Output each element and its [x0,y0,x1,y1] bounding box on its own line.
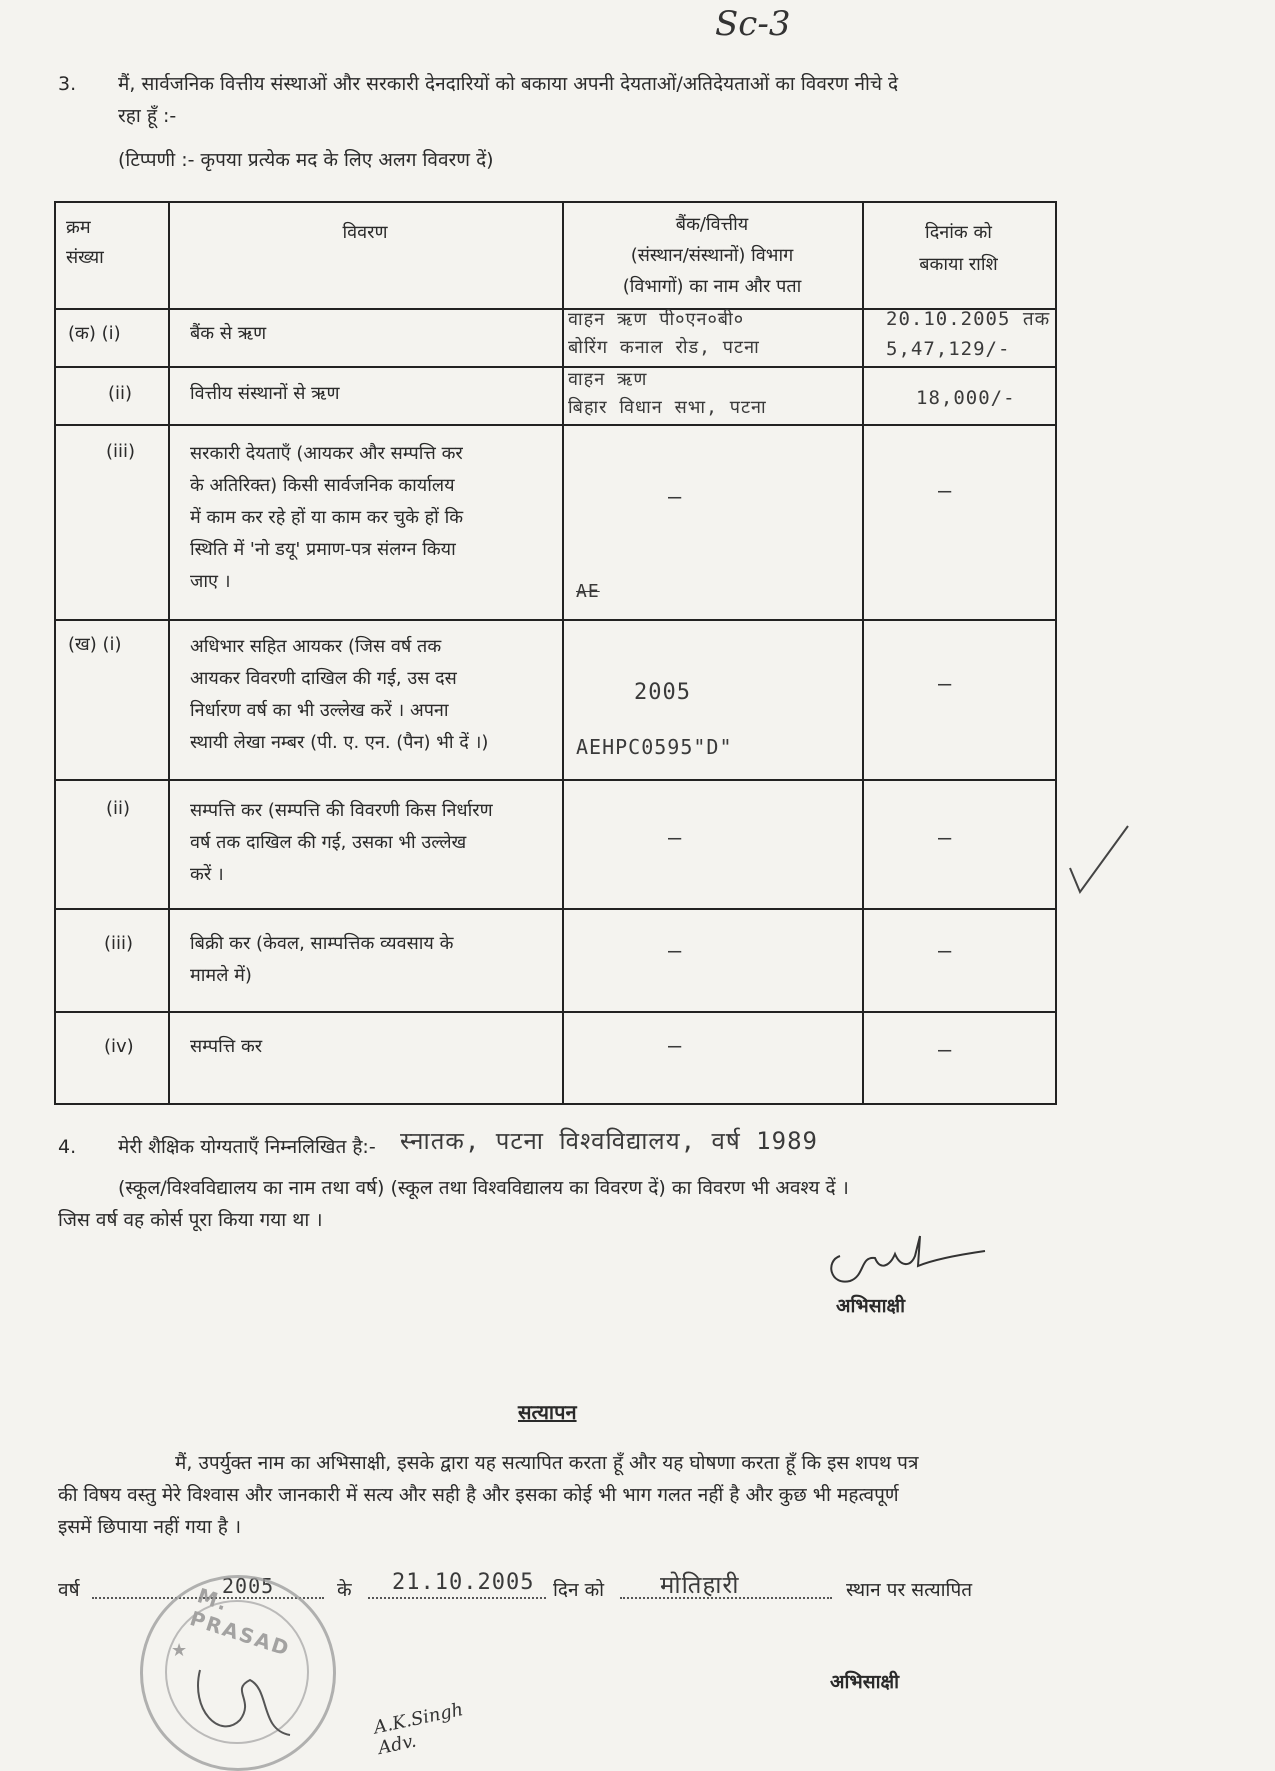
row6-serial: (iii) [104,933,134,954]
row4-bank-year: 2005 [634,680,691,705]
row4-details-line3: निर्धारण वर्ष का भी उल्लेख करें । अपना [190,700,449,721]
verification-para-line2: की विषय वस्तु मेरे विश्वास और जानकारी में सत्य और सही है और इसका कोई भी भाग गलत नहीं है और कुछ भी महत्वपूर्ण [58,1484,899,1506]
row2-details: वित्तीय संस्थानों से ऋण [190,383,340,404]
row1-amount-line2: 5,47,129/- [886,338,1011,360]
header-details: विवरण [342,222,388,243]
advocate-signature: A.K.Singh Adv. [371,1699,466,1760]
row4-details-line4: स्थायी लेखा नम्बर (पी. ए. एन. (पैन) भी दें ।) [190,732,489,753]
row6-details [190,928,453,992]
row1-amount-line1: 20.10.2005 तक [886,308,1051,330]
row3-details-line4: स्थिति में 'नो डयू' प्रमाण-पत्र संलग्न किया [190,539,456,560]
table-row [56,619,1055,779]
item4-text: मेरी शैक्षिक योग्यताएँ निम्नलिखित है:- [118,1136,376,1158]
item3-text2: रहा हूँ :- [118,105,177,127]
ke-label: के [337,1579,352,1601]
item3-text: मैं, सार्वजनिक वित्तीय संस्थाओं और सरकारी देनदारियों को बकाया अपनी देयताओं/अतिदेयताओं का विवरण नीचे दे [118,73,899,95]
row5-amount-dash: — [938,826,953,851]
place-label: स्थान पर सत्यापित [846,1579,973,1601]
row4-details-line2: आयकर विवरणी दाखिल की गई, उस दस [190,668,457,689]
row5-details-line2: वर्ष तक दाखिल की गई, उसका भी उल्लेख [190,832,467,853]
item4-line3: जिस वर्ष वह कोर्स पूरा किया गया था । [58,1209,323,1231]
row3-bank-mark: AE [576,581,600,602]
deponent-label-2: अभिसाक्षी [830,1671,900,1693]
verification-para-line3: इसमें छिपाया नहीं गया है । [58,1516,242,1538]
item3-number: 3. [58,73,77,95]
row2-amount: 18,000/- [916,387,1016,409]
place-value: मोतिहारी [660,1571,740,1599]
row1-details: बैंक से ऋण [190,323,267,344]
row1-amount [886,304,1050,364]
row1-bank-line1: वाहन ऋण पी०एन०बी० [568,309,745,330]
row4-serial: (ख) (i) [68,634,122,655]
row4-bank-pan: AEHPC0595"D" [576,735,733,759]
row3-details-line2: के अतिरिक्त) किसी सार्वजनिक कार्यालय [190,475,455,496]
table-row [56,308,1055,366]
header-serial [66,213,156,273]
notary-seal-scribble [180,1650,310,1750]
row3-bank-dash: — [668,485,683,510]
header-amount [862,217,1055,281]
row2-bank-line1: वाहन ऋण [568,369,648,390]
row4-details-line1: अधिभार सहित आयकर (जिस वर्ष तक [190,636,442,657]
row5-serial: (ii) [106,798,131,819]
year-label: वर्ष [58,1579,80,1601]
checkmark-icon [1066,820,1136,900]
table-row [56,1011,1055,1103]
row7-bank-dash: — [668,1034,683,1059]
year-value: 2005 [222,1574,275,1598]
deponent-signature [820,1226,1000,1296]
item4-line2: (स्कूल/विश्वविद्यालय का नाम तथा वर्ष) (स्कूल तथा विश्वविद्यालय का विवरण दें) का विवरण भी अवश्य दें । [118,1177,849,1199]
header-bank-line1: बैंक/वित्तीय [675,214,749,235]
table-row [56,366,1055,424]
row7-serial: (iv) [104,1036,134,1057]
notary-seal-text: M. PRASAD [187,1583,294,1662]
date-value: 21.10.2005 [392,1570,535,1595]
header-bank [562,209,862,302]
row3-serial: (iii) [106,441,136,462]
day-label: दिन को [553,1579,605,1601]
verification-para-line1: मैं, उपर्युक्त नाम का अभिसाक्षी, इसके द्वारा यह सत्यापित करता हूँ और यह घोषणा करता हूँ कि इस शपथ पत्र [175,1452,919,1474]
item4-handwritten: स्नातक, पटना विश्वविद्यालय, वर्ष 1989 [400,1127,818,1155]
row6-amount-dash: — [938,939,953,964]
row2-bank [568,366,767,422]
row5-details-line1: सम्पत्ति कर (सम्पत्ति की विवरणी किस निर्धारण [190,800,493,821]
corner-mark: Sc-3 [715,4,791,44]
row3-details-line1: सरकारी देयताएँ (आयकर और सम्पत्ति कर [190,443,463,464]
row3-details [190,438,463,598]
row6-details-line2: मामले में) [190,965,252,986]
row1-bank-line2: बोरिंग कनाल रोड, पटना [568,337,760,358]
row1-serial: (क) (i) [68,323,121,344]
header-amount-line2: बकाया राशि [919,254,998,275]
row3-details-line3: में काम कर रहे हों या काम कर चुके हों कि [190,507,464,528]
row4-details [190,631,488,759]
deponent-label-1: अभिसाक्षी [836,1295,906,1317]
row5-bank-dash: — [668,826,683,851]
verification-title: सत्यापन [518,1400,577,1424]
table-row [56,908,1055,1011]
row7-details: सम्पत्ति कर [190,1036,263,1057]
table-row [56,424,1055,619]
liabilities-table [54,201,1057,1105]
table-row [56,779,1055,908]
row6-bank-dash: — [668,939,683,964]
header-bank-line2: (संस्थान/संस्थानों) विभाग [630,245,794,266]
row3-amount-dash: — [938,479,953,504]
row7-amount-dash: — [938,1038,953,1063]
item4-number: 4. [58,1136,77,1158]
header-amount-line1: दिनांक को [925,222,992,243]
notary-seal-star: ★ [171,1640,188,1661]
row2-serial: (ii) [108,383,133,404]
row5-details-line3: करें । [190,864,224,885]
row3-details-line5: जाए । [190,571,231,592]
header-serial-line2: संख्या [66,247,104,268]
row2-bank-line2: बिहार विधान सभा, पटना [568,397,767,418]
header-bank-line3: (विभागों) का नाम और पता [622,276,802,297]
row1-bank [568,306,760,362]
row4-amount-dash: — [938,672,953,697]
row5-details [190,795,493,891]
row6-details-line1: बिक्री कर (केवल, साम्पत्तिक व्यवसाय के [190,933,454,954]
item3-note: (टिप्पणी :- कृपया प्रत्येक मद के लिए अलग विवरण दें) [118,149,494,171]
date-dots [368,1596,546,1599]
header-serial-line1: क्रम [66,217,91,238]
